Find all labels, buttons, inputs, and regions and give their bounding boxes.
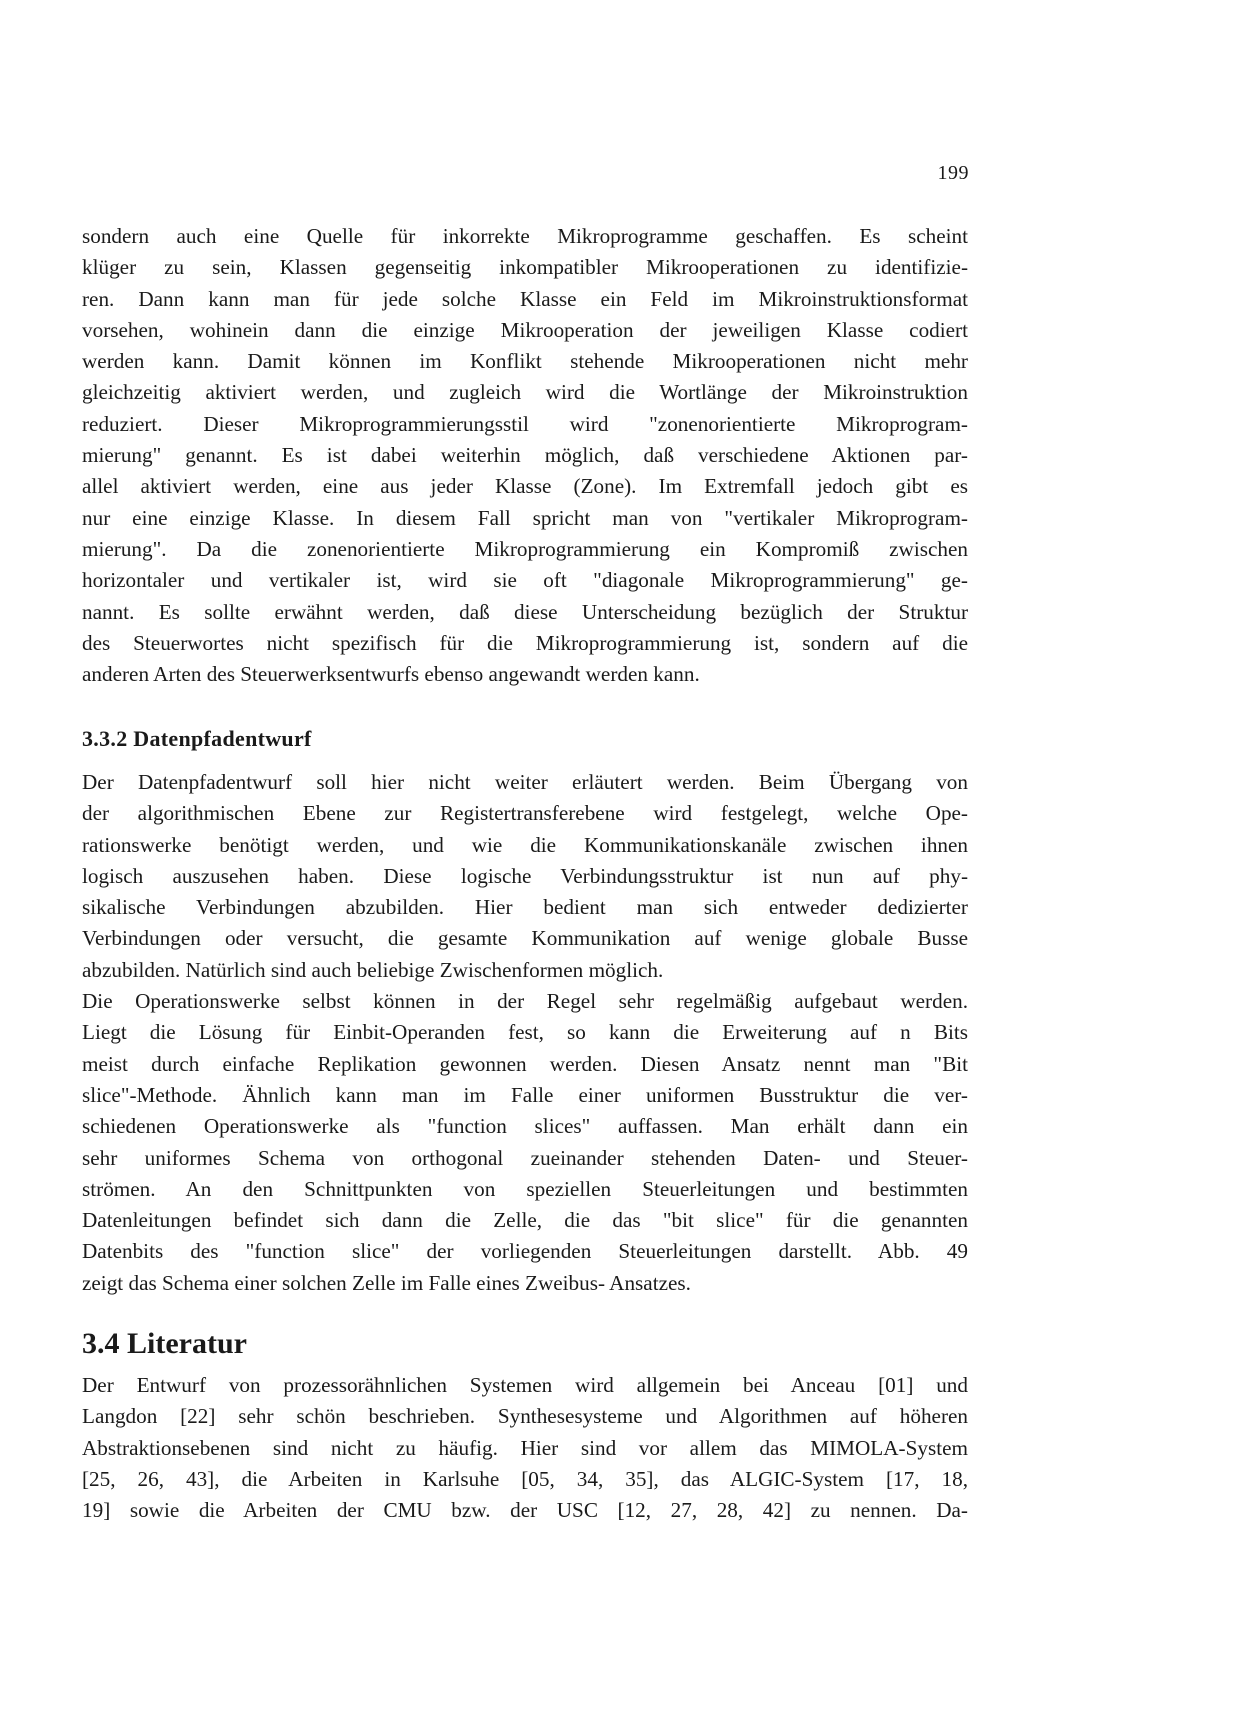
text-line: nur eine einzige Klasse. In diesem Fall spricht man von "vertikaler Mikroprogram- xyxy=(82,505,968,530)
text-line: anderen Arten des Steuerwerksentwurfs ebenso angewandt werden kann. xyxy=(82,662,700,687)
text-line: meist durch einfache Replikation gewonnen werden. Diesen Ansatz nennt man "Bit xyxy=(82,1051,968,1076)
paragraph-literatur xyxy=(82,1370,968,1526)
text-line: Abstraktionsebenen sind nicht zu häufig. Hier sind vor allem das MIMOLA-System xyxy=(82,1435,968,1460)
paragraph-mikroprogrammierung xyxy=(82,221,968,690)
text-line: klüger zu sein, Klassen gegenseitig inkompatibler Mikrooperationen zu identifizie- xyxy=(82,255,968,280)
text-line: sehr uniformes Schema von orthogonal zueinander stehenden Daten- und Steuer- xyxy=(82,1145,968,1170)
text-line: strömen. An den Schnittpunkten von speziellen Steuerleitungen und bestimmten xyxy=(82,1176,968,1201)
text-line: abzubilden. Natürlich sind auch beliebige Zwischenformen möglich. xyxy=(82,957,664,982)
text-line: ren. Dann kann man für jede solche Klasse ein Feld im Mikroinstruktionsformat xyxy=(82,286,968,311)
text-line: Der Datenpfadentwurf soll hier nicht weiter erläutert werden. Beim Übergang von xyxy=(82,770,968,794)
section-heading-datenpfadentwurf: 3.3.2 Datenpfadentwurf xyxy=(82,726,312,751)
text-line: Verbindungen oder versucht, die gesamte Kommunikation auf wenige globale Busse xyxy=(82,926,968,951)
page-number: 199 xyxy=(937,162,969,184)
text-line: [25, 26, 43], die Arbeiten in Karlsuhe [05, 34, 35], das ALGIC-System [17, 18, xyxy=(82,1466,968,1491)
text-line: Datenbits des "function slice" der vorliegenden Steuerleitungen darstellt. Abb. 49 xyxy=(82,1239,968,1264)
text-line: reduziert. Dieser Mikroprogrammierungsstil wird "zonenorientierte Mikroprogram- xyxy=(82,411,968,436)
text-line: mierung". Da die zonenorientierte Mikroprogrammierung ein Kompromiß zwischen xyxy=(82,536,968,561)
text-line: Liegt die Lösung für Einbit-Operanden fest, so kann die Erweiterung auf n Bits xyxy=(82,1020,968,1045)
text-line: des Steuerwortes nicht spezifisch für die Mikroprogrammierung ist, sondern auf die xyxy=(82,630,968,655)
text-line: Der Entwurf von prozessorähnlichen Systemen wird allgemein bei Anceau [01] und xyxy=(82,1373,968,1397)
section-heading-literatur: 3.4 Literatur xyxy=(82,1327,247,1360)
text-line: Langdon [22] sehr schön beschrieben. Synthesesysteme und Algorithmen auf höheren xyxy=(82,1404,968,1429)
text-line: werden kann. Damit können im Konflikt stehende Mikrooperationen nicht mehr xyxy=(82,349,968,374)
text-line: allel aktiviert werden, eine aus jeder Klasse (Zone). Im Extremfall jedoch gibt es xyxy=(82,474,968,499)
text-line: Datenleitungen befindet sich dann die Zelle, die das "bit slice" für die genannten xyxy=(82,1208,968,1233)
text-line: logisch auszusehen haben. Diese logische Verbindungsstruktur ist nun auf phy- xyxy=(82,863,968,888)
text-line: schiedenen Operationswerke als "function slices" auffassen. Man erhält dann ein xyxy=(82,1114,968,1139)
text-line: horizontaler und vertikaler ist, wird sie oft "diagonale Mikroprogrammierung" ge- xyxy=(82,568,968,593)
text-line: der algorithmischen Ebene zur Registertransferebene wird festgelegt, welche Ope- xyxy=(82,801,968,826)
paragraph-datenpfadentwurf xyxy=(82,767,968,1299)
text-line: nannt. Es sollte erwähnt werden, daß diese Unterscheidung bezüglich der Struktur xyxy=(82,599,968,624)
text-line: rationswerke benötigt werden, und wie die Kommunikationskanäle zwischen ihnen xyxy=(82,832,968,857)
text-line: mierung" genannt. Es ist dabei weiterhin möglich, daß verschiedene Aktionen par- xyxy=(82,443,968,468)
text-line: zeigt das Schema einer solchen Zelle im Falle eines Zweibus- Ansatzes. xyxy=(82,1270,691,1295)
text-line: sondern auch eine Quelle für inkorrekte Mikroprogramme geschaffen. Es scheint xyxy=(82,224,968,248)
text-line: Die Operationswerke selbst können in der Regel sehr regelmäßig aufgebaut werden. xyxy=(82,989,968,1014)
text-line: slice"-Methode. Ähnlich kann man im Falle einer uniformen Busstruktur die ver- xyxy=(82,1082,968,1107)
text-line: sikalische Verbindungen abzubilden. Hier bedient man sich entweder dedizierter xyxy=(82,895,968,920)
text-line: 19] sowie die Arbeiten der CMU bzw. der USC [12, 27, 28, 42] zu nennen. Da- xyxy=(82,1498,968,1523)
text-line: gleichzeitig aktiviert werden, und zugleich wird die Wortlänge der Mikroinstruktion xyxy=(82,380,968,405)
text-line: vorsehen, wohinein dann die einzige Mikrooperation der jeweiligen Klasse codiert xyxy=(82,317,968,342)
